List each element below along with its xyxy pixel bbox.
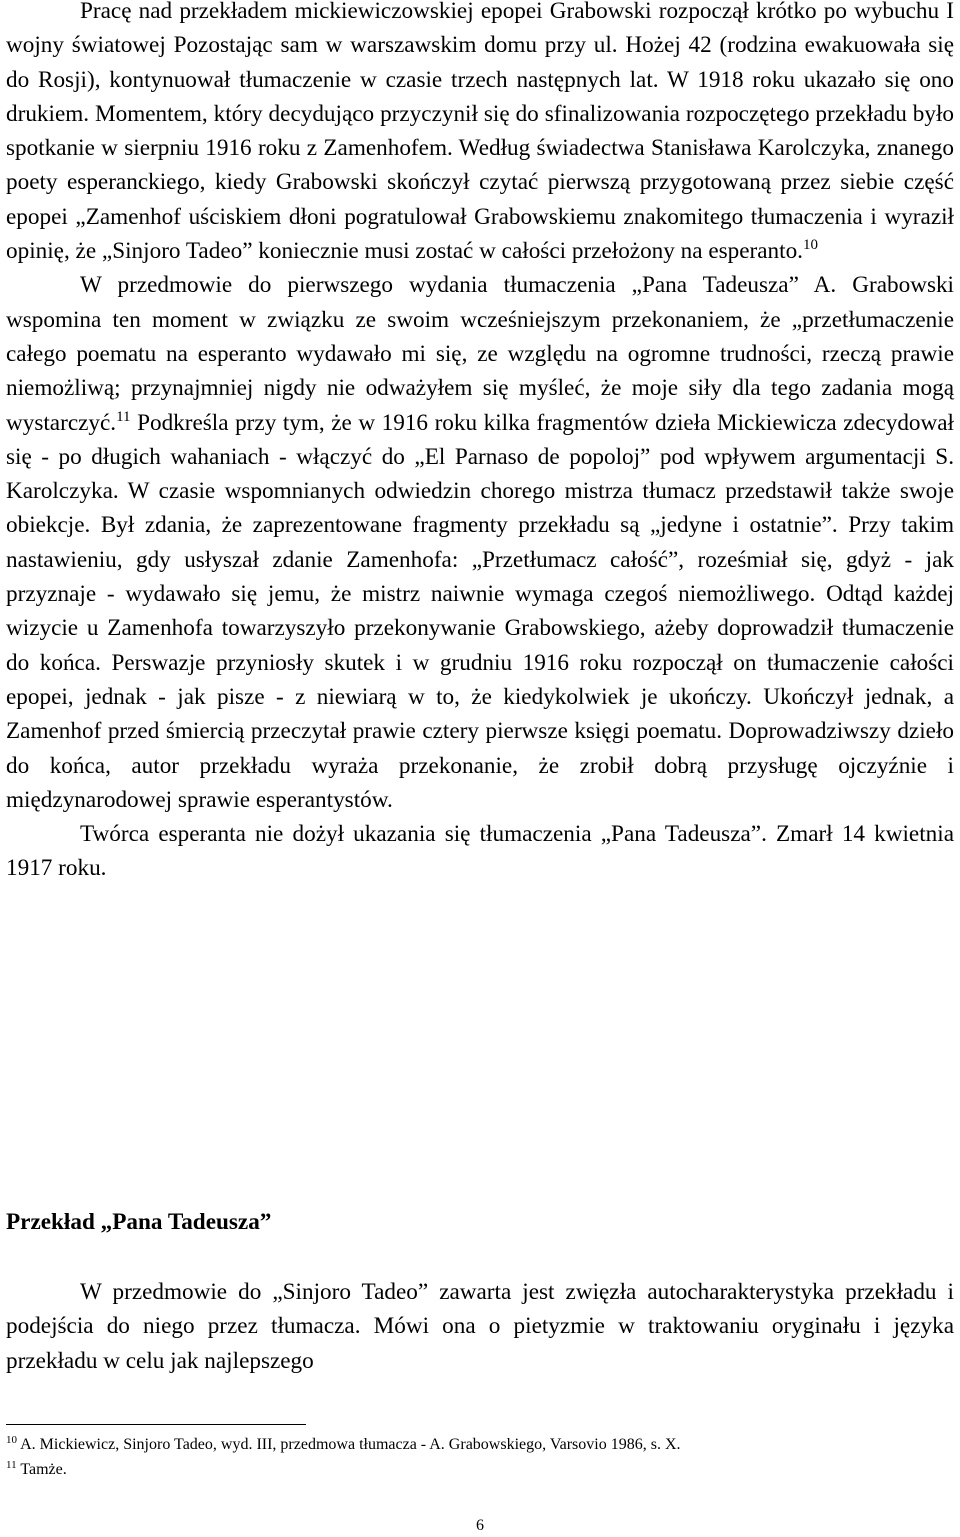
footnote-separator [6,1424,306,1425]
paragraph-2 [6,268,954,817]
footnotes [6,1432,954,1482]
footnote-number: 11 [6,1459,17,1471]
footnote-text: Tamże. [20,1461,67,1478]
paragraph-1 [6,0,954,268]
paragraph-1-text: Pracę nad przekładem mickiewiczowskiej epopei Grabowski rozpoczął krótko po wybuchu I wojny światowej Pozostając sam w warszawskim domu przy ul. Hożej 42 (rodzina ewakuowała się do Rosji), kontynuował tłumaczenie w czasie trzech następnych lat. W 1918 roku ukazało się ono drukiem. Momentem, który decydująco przyczynił się do sfinalizowania rozpoczętego przekładu było spotkanie w sierpniu 1916 roku z Zamenhofem. Według świadectwa Stanisława Karolczyka, znanego poety esperanckiego, kiedy Grabowski skończył czytać pierwszą przygotowaną przez siebie część epopei „Zamenhof uściskiem dłoni pogratulował Grabowskiemu znakomitego tłumaczenia i wyraził opinię, że „Sinjoro Tadeo” koniecznie musi zostać w całości przełożony na esperanto. [6,0,954,265]
paragraph-3 [6,817,954,886]
footnote-text: A. Mickiewicz, Sinjoro Tadeo, wyd. III, przedmowa tłumacza - A. Grabowskiego, Varsovio 1986, s. X. [20,1436,681,1453]
footnote-10 [6,1432,954,1457]
paragraph-2-continuation: Podkreśla przy tym, że w 1916 roku kilka fragmentów dzieła Mickiewicza zdecydował się - po długich wahaniach - włączyć do „El Parnaso de popoloj” pod wpływem argumentacji S. Karolczyka. W czasie wspomnianych odwiedzin chorego mistrza tłumacz przedstawił także swoje obiekcje. Był zdania, że zaprezentowane fragmenty przekładu są „jedyne i ostatnie”. Przy takim nastawieniu, gdy usłyszał zdanie Zamenhofa: „Przetłumacz całość”, roześmiał się, gdyż - jak przyznaje - wydawało się jemu, że mistrz naiwnie wymaga czegoś niemożliwego. Odtąd każdej wizycie u Zamenhofa towarzyszyło przekonywanie Grabowskiego, ażeby doprowadził tłumaczenie do końca. Perswazje przyniosły skutek i w grudniu 1916 roku rozpoczął on tłumaczenie całości epopei, jednak - jak pisze - z niewiarą w to, że kiedykolwiek je ukończy. Ukończył jednak, a Zamenhof przed śmiercią przeczytał prawie cztery pierwsze księgi poematu. Doprowadziwszy dzieło do końca, autor przekładu wyraża przekonanie, że zrobił dobrą przysługę ojczyźnie i międzynarodowej sprawie esperantystów. [6,409,954,813]
section-paragraph: W przedmowie do „Sinjoro Tadeo” zawarta jest zwięzła autocharakterystyka przekładu i podejścia do niego przez tłumacza. Mówi ona o pietyzmie w traktowaniu oryginału i języka przekładu w celu jak najlepszego [6,1279,954,1374]
footnote-number: 10 [6,1434,17,1446]
main-body-text [6,0,954,886]
page-number: 6 [476,1517,484,1534]
paragraph-3-text: Twórca esperanta nie dożył ukazania się tłumaczenia „Pana Tadeusza”. Zmarł 14 kwietnia 1917 roku. [6,821,954,882]
section-heading: Przekład „Pana Tadeusza” [6,1209,272,1235]
footnote-ref-10[interactable]: 10 [802,237,818,254]
footnote-ref-11[interactable]: 11 [116,408,131,425]
footnote-11 [6,1457,954,1482]
paragraph-2-text: W przedmowie do pierwszego wydania tłumaczenia „Pana Tadeusza” A. Grabowski wspomina ten moment w związku ze swoim wcześniejszym przekonaniem, że „przetłumaczenie całego poematu na esperanto wydawało mi się, ze względu na ogromne trudności, rzeczą prawie niemożliwą; przynajmniej nigdy nie odważyłem się myśleć, że moje siły dla tego zadania mogą wystarczyć. [6,272,954,436]
section-body-text [6,1275,954,1378]
